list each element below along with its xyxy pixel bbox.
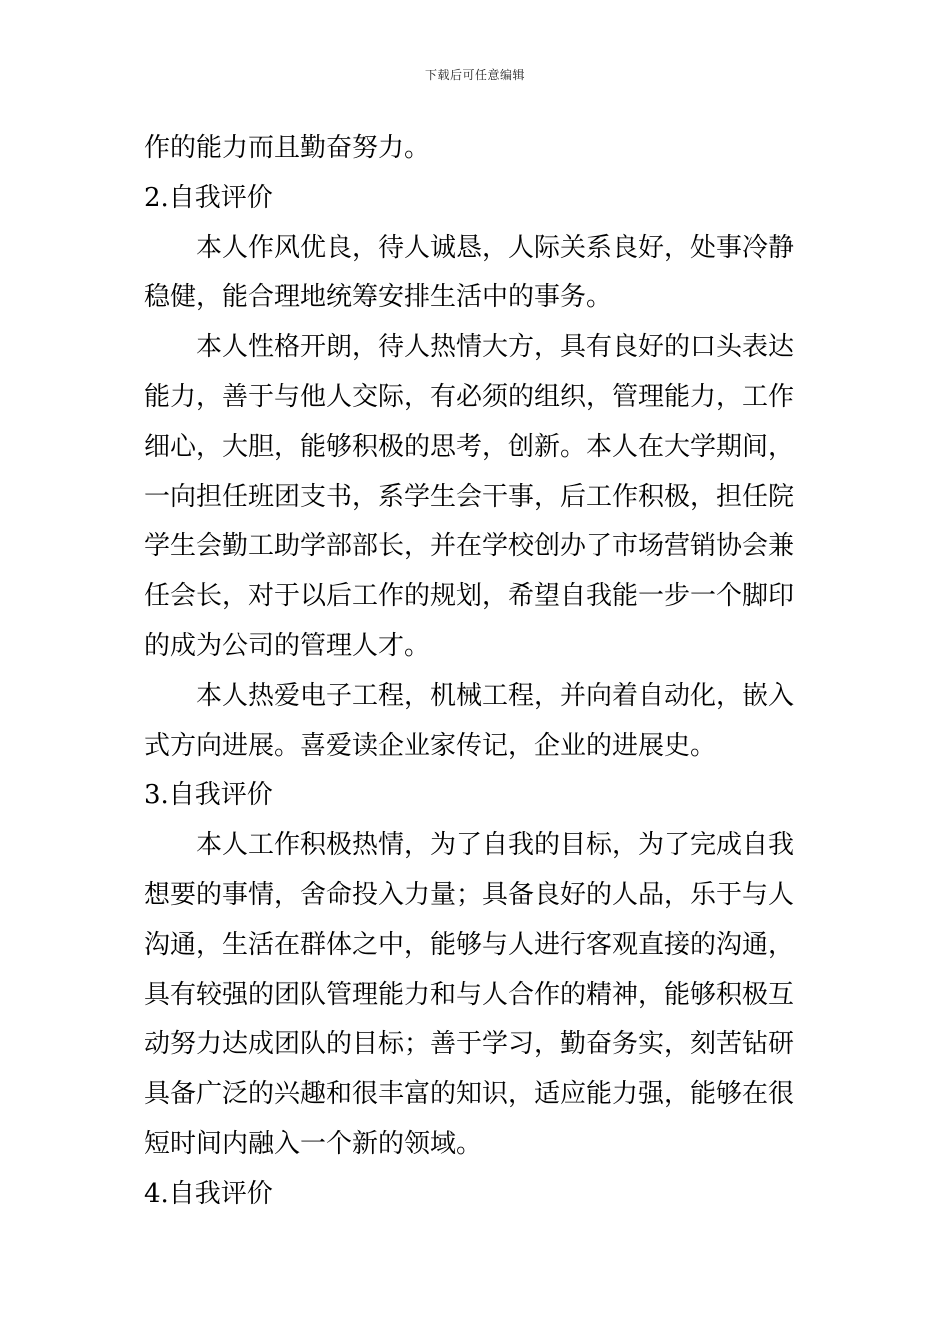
text-line: 本人作风优良，待人诚恳，人际关系良好，处事冷静 [196,232,795,263]
text-line: 任会长，对于以后工作的规划，希望自我能一步一个脚印 [144,581,795,612]
text-line: 本人工作积极热情，为了自我的目标，为了完成自我 [196,830,795,861]
text-line: 的成为公司的管理人才。 [144,630,431,661]
text-line: 具备广泛的兴趣和很丰富的知识，适应能力强，能够在很 [144,1079,795,1110]
text-line: 细心，大胆，能够积极的思考，创新。本人在大学期间， [144,431,795,462]
text-line: 能力，善于与他人交际，有必须的组织，管理能力，工作 [144,381,795,412]
text-line: 本人热爱电子工程，机械工程，并向着自动化，嵌入 [196,680,795,711]
document-body [144,124,806,1220]
text-line: 具有较强的团队管理能力和与人合作的精神，能够积极互 [144,979,795,1010]
text-line: 想要的事情，舍命投入力量；具备良好的人品，乐于与人 [144,879,795,910]
text-line: 短时间内融入一个新的领域。 [144,1128,483,1159]
text-line: 动努力达成团队的目标；善于学习，勤奋务实，刻苦钻研 [144,1029,795,1060]
section-heading: 4.自我评价 [144,1178,273,1209]
text-line: 稳健，能合理地统筹安排生活中的事务。 [144,282,613,313]
section-heading: 2.自我评价 [144,182,273,213]
text-line: 一向担任班团支书，系学生会干事，后工作积极，担任院 [144,481,795,512]
text-line: 作的能力而且勤奋努力。 [144,133,431,163]
text-line: 本人性格开朗，待人热情大方，具有良好的口头表达 [196,332,795,363]
section-heading: 3.自我评价 [144,780,273,811]
text-line: 式方向进展。喜爱读企业家传记，企业的进展史。 [144,730,717,761]
text-line: 学生会勤工助学部部长，并在学校创办了市场营销协会兼 [144,531,795,562]
header-note: 下载后可任意编辑 [424,68,525,82]
text-line: 沟通，生活在群体之中，能够与人进行客观直接的沟通， [144,929,795,960]
